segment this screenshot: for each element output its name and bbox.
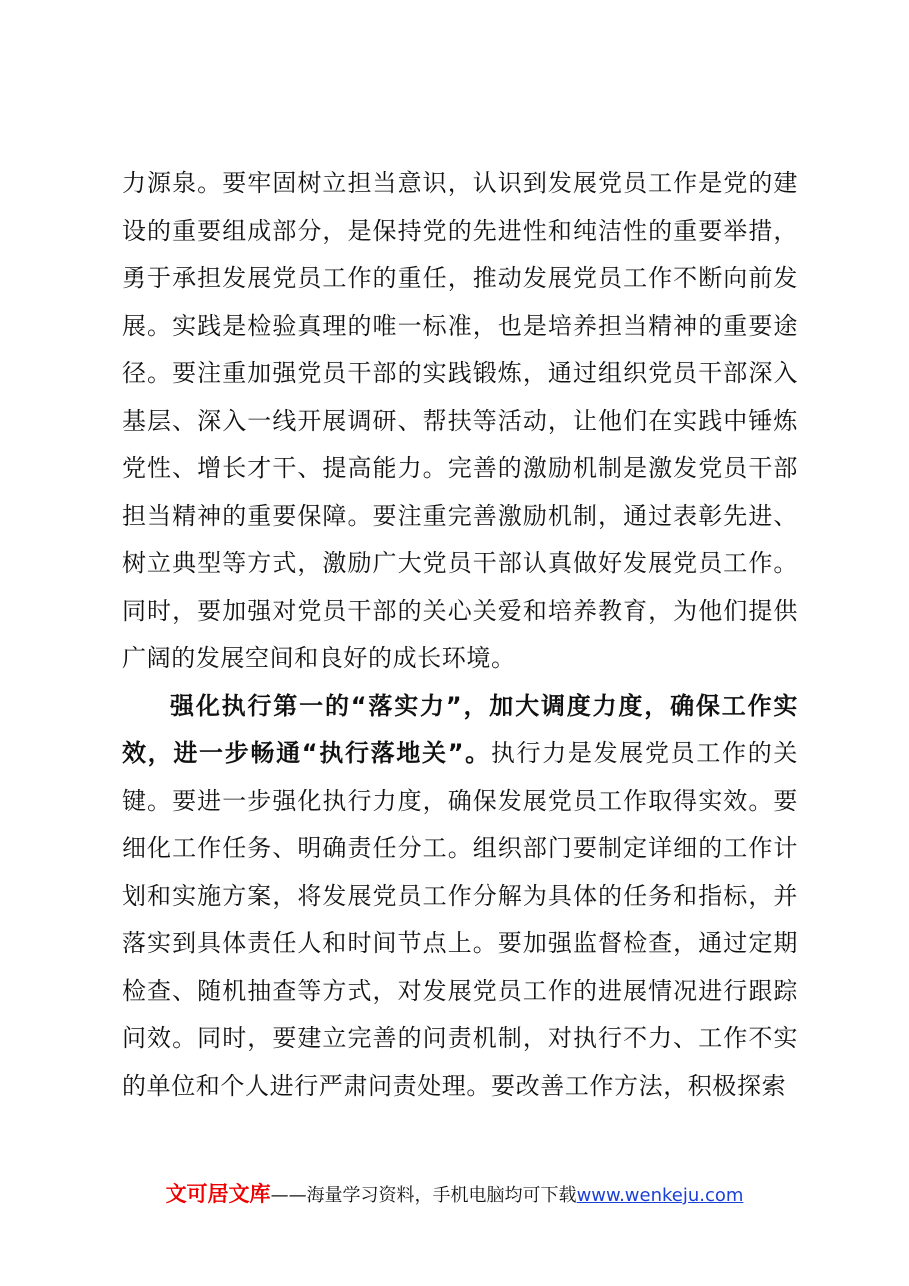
footer-banner [0,1178,909,1208]
paragraph-text: 力源泉。要牢固树立担当意识，认识到发展党员工作是党的建设的重要组成部分，是保持党的先进性和纯洁性的重要举措，勇于承担发展党员工作的重任，推动发展党员工作不断向前发展。实践是检验真理的唯一标准，也是培养担当精神的重要途径。要注重加强党员干部的实践锻炼，通过组织党员干部深入基层、深入一线开展调研、帮扶等活动，让他们在实践中锤炼党性、增长才干、提高能力。完善的激励机制是激发党员干部担当精神的重要保障。要注重完善激励机制，通过表彰先进、树立典型等方式，激励广大党员干部认真做好发展党员工作。同时，要加强对党员干部的关心关爱和培养教育，为他们提供广阔的发展空间和良好的成长环境。 [122,169,798,672]
website-link[interactable]: www.wenkeju.com [576,1185,744,1206]
document-body [122,160,798,1110]
footer-tagline: ——海量学习资料，手机电脑均可下载 [270,1185,577,1206]
paragraph-text: 执行力是发展党员工作的关键。要进一步强化执行力度，确保发展党员工作取得实效。要细化工作任务、明确责任分工。组织部门要制定详细的工作计划和实施方案，将发展党员工作分解为具体的任务和指标，并落实到具体责任人和时间节点上。要加强监督检查，通过定期检查、随机抽查等方式，对发展党员工作的进展情况进行跟踪问效。同时，要建立完善的问责机制，对执行不力、工作不实的单位和个人进行严肃问责处理。要改善工作方法，积极探索 [122,739,798,1100]
brand-name: 文可居文库 [165,1182,271,1206]
body-paragraph [122,160,798,683]
section-heading: 强化执行第一的“落实力”，加大调度力度，确保工作实效，进一步畅通“执行落地关”。 [122,691,798,767]
body-paragraph [122,683,798,1111]
